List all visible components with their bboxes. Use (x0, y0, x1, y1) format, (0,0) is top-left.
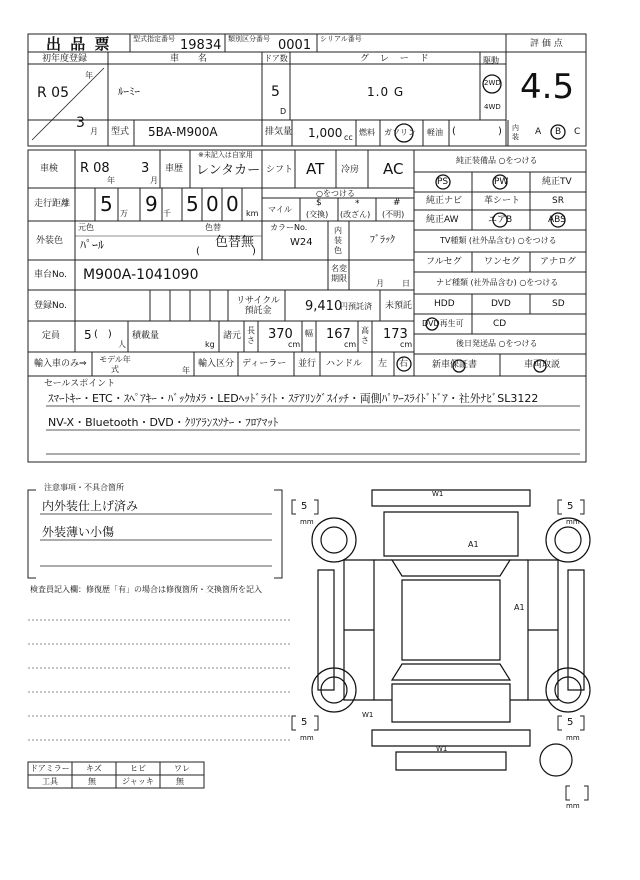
cooler-label: 冷房 (341, 165, 360, 175)
mileage-unit-km: km (246, 209, 259, 218)
legend-jack: ジャッキ (122, 777, 154, 786)
legend-tools: 工具 (42, 777, 58, 786)
serial-label: シリアル番号 (320, 35, 362, 43)
dimensions-label: 諸元 (223, 331, 242, 341)
chassis-value: M900A-1041090 (83, 267, 199, 283)
mileage-digit-1: 5 (100, 192, 113, 216)
equip-airbag[interactable]: エアB (488, 215, 513, 225)
equip-pw[interactable]: PW (494, 177, 509, 187)
length-unit: cm (288, 340, 301, 349)
navi-title: ナビ種類 (社外品含む) ○をつける (436, 278, 559, 287)
tire-front-left-value: 5 (301, 501, 308, 512)
mileage-label: 走行距離 (34, 199, 71, 209)
width-unit: cm (344, 340, 357, 349)
shift-value: AT (306, 160, 325, 178)
capacity-value: 5 (84, 328, 92, 342)
doors-value: 5 (271, 84, 280, 100)
color-bracket-open: ( (196, 246, 200, 257)
name-change-month: 月 (376, 279, 384, 288)
sales-point-line-1: ｽﾏｰﾄｷｰ・ETC・ｽﾍﾟｱｷｰ・ﾊﾞｯｸｶﾒﾗ・LEDﾍｯﾄﾞﾗｲﾄ・ｽﾃｱﾘﾝｸﾞｽｲｯﾁ・両側ﾊﾟﾜｰｽﾗｲﾄﾞﾄﾞｱ・社外ﾅﾋﾞSL3122 (48, 392, 539, 405)
fuel-label: 燃料 (359, 128, 375, 137)
tire-rear-left-value: 5 (301, 717, 308, 728)
damage-mark-front-bumper: W1 (432, 490, 444, 498)
tire-front-right-unit: mm (566, 518, 580, 526)
legend-scratch: キズ (86, 764, 102, 773)
first-reg-era: R 05 (37, 85, 69, 101)
name-change-day: 日 (402, 279, 410, 288)
displacement-unit: cc (344, 133, 353, 142)
inspection-era: R 08 (80, 161, 110, 176)
height-value: 173 (383, 327, 408, 342)
mileage-digit-4: 0 (206, 192, 219, 216)
later-warranty[interactable]: 新車保証書 (432, 360, 478, 370)
unpaid-label: 未預託 (385, 301, 413, 311)
first-reg-month-unit: 月 (90, 127, 98, 136)
category-value: 0001 (278, 38, 312, 53)
capacity-bracket: ( ) (94, 329, 112, 340)
equip-abs[interactable]: ABS (548, 215, 566, 225)
reg-no-label: 登録No. (34, 301, 67, 311)
later-title: 後日発送品 ○をつける (456, 339, 538, 348)
legend-tools-value: 無 (88, 777, 96, 786)
original-color-label: 元色 (78, 223, 94, 232)
color-change-value: 色替無 (215, 235, 255, 250)
parallel-label: 並行 (298, 359, 317, 369)
doors-suffix: D (280, 107, 287, 116)
width-label: 幅 (305, 329, 313, 338)
inspection-year-unit: 年 (107, 176, 115, 185)
navi-sd[interactable]: SD (552, 299, 565, 309)
category-label: 類別区分番号 (228, 35, 270, 43)
load-unit: kg (205, 340, 215, 349)
notes-line-2: 外装薄い小傷 (42, 525, 115, 539)
equip-aw[interactable]: 純正AW (426, 215, 459, 225)
damage-mark-right-side: A1 (514, 603, 525, 612)
legend-door-mirror: ドアミラー (30, 764, 70, 773)
height-label: 高さ (361, 326, 369, 345)
right-label: 右 (399, 359, 409, 369)
tire-rear-right-unit: mm (566, 734, 580, 742)
damage-mark-rear-bumper: W1 (436, 745, 448, 753)
designation-value: 19834 (180, 38, 222, 53)
history-value: レンタカー (196, 163, 261, 178)
interior-a: A (535, 127, 542, 137)
color-no-value: W24 (290, 237, 313, 248)
shift-label: シフト (266, 165, 294, 175)
equipment-title: 純正装備品 ○をつける (456, 156, 538, 165)
tire-front-left-unit: mm (300, 518, 314, 526)
import-class-label: 輸入区分 (198, 359, 235, 369)
inspection-month: 3 (141, 161, 150, 176)
tv-one[interactable]: ワンセグ (484, 257, 521, 267)
displacement-label: 排気量 (265, 127, 293, 137)
doors-label: ドア数 (264, 54, 288, 63)
first-reg-year-unit: 年 (85, 71, 93, 80)
grade-value: 1.0 G (367, 85, 405, 99)
car-name-label: 車 名 (170, 54, 215, 64)
grade-label: グ レ ー ド (360, 54, 433, 64)
import-label: 輸入車のみ⇒ (34, 359, 87, 369)
chassis-label: 車台No. (34, 270, 67, 280)
cooler-value: AC (383, 160, 404, 178)
exterior-color-label: 外装色 (36, 236, 64, 246)
interior-b: B (555, 127, 562, 137)
diesel-bracket-open: ( (452, 126, 456, 137)
name-change-label: 名変期限 (331, 264, 347, 283)
legend-crack: ヒビ (130, 764, 146, 773)
unknown-symbol: # (393, 198, 401, 208)
navi-hdd[interactable]: HDD (434, 299, 455, 309)
history-label: 車歴 (165, 164, 184, 174)
first-reg-month: 3 (76, 115, 85, 131)
first-reg-label: 初年度登録 (42, 54, 88, 64)
recycle-label: リサイクル預託金 (236, 296, 280, 316)
interior-color-value: ﾌﾞﾗｯｸ (370, 235, 395, 246)
navi-cd[interactable]: CD (493, 319, 507, 329)
height-unit: cm (400, 340, 413, 349)
legend-break: ワレ (174, 764, 190, 773)
exchange-symbol: $ (316, 198, 322, 208)
mileage-circle-note: ○をつける (316, 189, 355, 198)
exchange-label: (交換) (306, 210, 329, 219)
score-label: 評 価 点 (530, 39, 563, 49)
color-change-label: 色替 (205, 223, 221, 232)
tampered-label: (改ざん) (340, 210, 371, 219)
fuel-value: ガソリン (384, 128, 416, 137)
interior-label: 内装 (512, 124, 519, 141)
dealer-label: ディーラー (242, 359, 287, 369)
capacity-label: 定員 (42, 331, 61, 341)
mileage-digit-5: 0 (226, 192, 239, 216)
equip-leather[interactable]: 革シート (484, 196, 521, 206)
inspection-month-unit: 月 (150, 176, 158, 185)
original-color-value: ﾊﾟｰﾙ (80, 238, 105, 252)
diesel-bracket-close: ) (498, 126, 502, 137)
capacity-unit: 人 (118, 340, 126, 349)
tv-title: TV種類 (社外品含む) ○をつける (440, 236, 557, 245)
model-label: 型式 (111, 127, 130, 137)
length-label: 長さ (247, 326, 255, 345)
mileage-digit-3: 5 (186, 192, 199, 216)
tire-rear-left-unit: mm (300, 734, 314, 742)
equip-tv[interactable]: 純正TV (542, 177, 572, 187)
tire-front-right-value: 5 (567, 501, 574, 512)
tv-full[interactable]: フルセグ (426, 257, 462, 267)
unknown-label: (不明) (382, 210, 405, 219)
sales-point-label: セールスポイント (44, 379, 116, 389)
color-no-label: カラーNo. (270, 223, 308, 232)
mileage-unit-man: 万 (120, 209, 128, 218)
spare-tire-unit: mm (566, 802, 580, 810)
history-note: ※未記入は自家用 (198, 151, 253, 159)
color-bracket-close: ) (252, 246, 256, 257)
model-value: 5BA-M900A (148, 125, 218, 139)
inspector-label: 検査員記入欄：修復歴「有」の場合は修復箇所・交換箇所を記入 (30, 585, 262, 594)
damage-mark-hood: A1 (468, 540, 479, 549)
legend-jack-value: 無 (176, 777, 184, 786)
diesel-label: 軽油 (427, 128, 443, 137)
drive-label: 駆動 (483, 56, 499, 65)
load-label: 積載量 (132, 331, 160, 341)
tampered-symbol: * (355, 199, 360, 209)
later-manual[interactable]: 車両取説 (524, 360, 561, 370)
drive-4wd: 4WD (484, 103, 501, 111)
equip-sr[interactable]: SR (552, 196, 564, 206)
notes-line-1: 内外装仕上げ済み (42, 499, 139, 513)
form-title: 出 品 票 (46, 35, 112, 53)
tv-analog[interactable]: アナログ (540, 257, 577, 267)
recycle-unit: 円預託済 (340, 302, 372, 311)
tire-rear-right-value: 5 (567, 717, 574, 728)
model-year-label: モデル年式 (99, 355, 131, 374)
left-label: 左 (378, 359, 388, 369)
interior-c: C (574, 127, 581, 137)
navi-dvd-playback[interactable]: DVD再生可 (422, 319, 464, 328)
interior-color-label: 内装色 (334, 226, 342, 255)
damage-mark-rear-left: W1 (362, 711, 374, 719)
mileage-digit-2: 9 (145, 192, 158, 216)
inspection-label: 車検 (40, 164, 59, 174)
score-value: 4.5 (520, 67, 575, 107)
car-diagram (312, 490, 590, 776)
equip-navi[interactable]: 純正ナビ (426, 196, 463, 206)
recycle-value: 9,410 (305, 299, 343, 314)
notes-label: 注意事項・不具合箇所 (44, 483, 124, 492)
drive-2wd: 2WD (484, 79, 501, 87)
model-year-unit: 年 (182, 366, 190, 375)
designation-label: 型式指定番号 (133, 35, 175, 43)
sales-point-line-2: NV-X・Bluetooth・DVD・ｸﾘｱﾗﾝｽｿﾅｰ・ﾌﾛｱﾏｯﾄ (48, 416, 279, 429)
equip-ps[interactable]: PS (437, 177, 449, 187)
mileage-unit-sen: 千 (163, 209, 171, 218)
width-value: 167 (326, 327, 351, 342)
handle-label: ハンドル (326, 359, 363, 369)
car-name-value: ﾙｰﾐｰ (118, 85, 140, 98)
mile-label: マイル (268, 205, 292, 214)
length-value: 370 (268, 327, 293, 342)
navi-dvd[interactable]: DVD (491, 299, 511, 309)
displacement-value: 1,000 (308, 126, 343, 140)
